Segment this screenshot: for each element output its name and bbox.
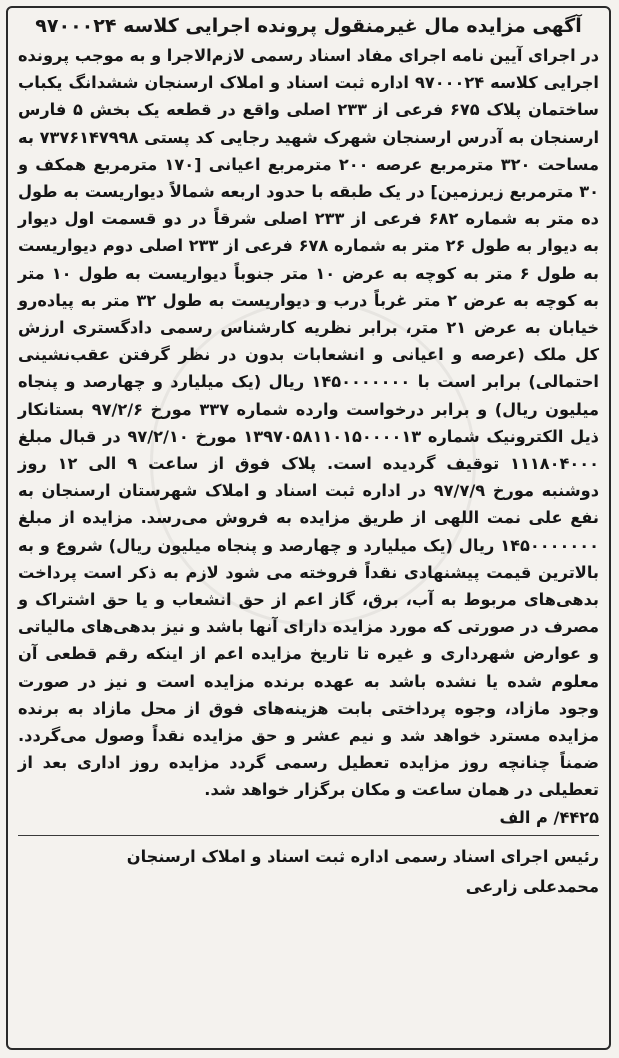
signature-name: محمدعلی زارعی [465, 876, 599, 896]
signature-divider [18, 835, 599, 836]
signature-position: رئیس اجرای اسناد رسمی اداره ثبت اسناد و املاک ارسنجان [126, 846, 599, 866]
notice-reference: ۴۴۲۵/ م الف [499, 807, 599, 827]
notice-box [6, 6, 611, 1050]
notice-title: آگهی مزایده مال غیرمنقول پرونده اجرایی کلاسه ۹۷۰۰۰۲۴ [35, 15, 582, 37]
notice-body: در اجرای آیین نامه اجرای مفاد اسناد رسمی لازم‌الاجرا و به موجب پرونده اجرایی کلاسه ۹۷۰۰۰۲۴ اداره ثبت اسناد و املاک ارسنجان ششدانگ یکباب ساختمان پلاک ۶۷۵ فرعی از ۲۳۳ اصلی واقع در قطعه یک بخش ۵ فارس ارسنجان به آدرس ارسنجان شهرک شهید رجایی کد پستی ۷۳۷۶۱۴۷۹۹۸ به مساحت ۳۲۰ مترمربع عرصه ۲۰۰ مترمربع اعیانی [۱۷۰ مترمربع همکف و ۳۰ مترمربع زیرزمین] در یک طبقه با حدود اربعه شمالاً دیواریست به طول ده متر به شماره ۶۸۲ فرعی از ۲۳۳ اصلی شرقاً در دو قسمت اول دیوار به دیوار به طول ۲۶ متر به شماره ۶۷۸ فرعی از ۲۳۳ اصلی دوم دیواریست به طول ۶ متر به کوچه به عرض ۱۰ متر جنوباً دیواریست به طول ۱۰ متر به کوچه به عرض ۲ متر غرباً درب و دیواریست به طول ۳۲ متر به پیاده‌رو خیابان به عرض ۲۱ متر، برابر نظریه کارشناس رسمی دادگستری ارزش کل ملک (عرصه و اعیانی و انشعابات بدون در نظر گرفتن عقب‌نشینی احتمالی) برابر است با ۱۴۵۰۰۰۰۰۰۰ ریال (یک میلیارد و چهارصد و پنجاه میلیون ریال) و برابر درخواست وارده شماره ۳۳۷ مورخ ۹۷/۲/۶ بستانکار ذیل الکترونیک شماره ۱۳۹۷۰۵۸۱۱۰۱۵۰۰۰۰۱۳ مورخ ۹۷/۲/۱۰ در قبال مبلغ ۱۱۱۸۰۴۰۰۰ توقیف گردیده است. پلاک فوق از ساعت ۹ الی ۱۲ روز دوشنبه مورخ ۹۷/۷/۹ در اداره ثبت اسناد و املاک شهرستان ارسنجان به نفع علی نمت اللهی از طریق مزایده به فروش می‌رسد. مزایده از مبلغ ۱۴۵۰۰۰۰۰۰۰ ریال (یک میلیارد و چهارصد و پنجاه میلیون ریال) شروع و به بالاترین قیمت پیشنهادی نقداً فروخته می شود لازم به ذکر است پرداخت بدهی‌های مربوط به آب، برق، گاز اعم از حق انشعاب و یا حق اشتراک و مصرف در صورتی که مورد مزایده دارای آنها باشد و نیز بدهی‌های مالیاتی و عوارض شهرداری و غیره تا تاریخ مزایده اعم از اینکه رقم قطعی آن معلوم شده یا نشده باشد به عهده برنده مزایده است و نیز در صورت وجود مازاد، وجوه پرداختی بابت هزینه‌های فوق از محل مازاد به برنده مزایده مسترد خواهد شد و نیم عشر و حق مزایده نقداً وصول می‌گردد. ضمناً چنانچه روز مزایده تعطیل رسمی گردد مزایده روز اداری بعد از تعطیلی در همان ساعت و مکان برگزار خواهد شد. [18, 46, 600, 800]
